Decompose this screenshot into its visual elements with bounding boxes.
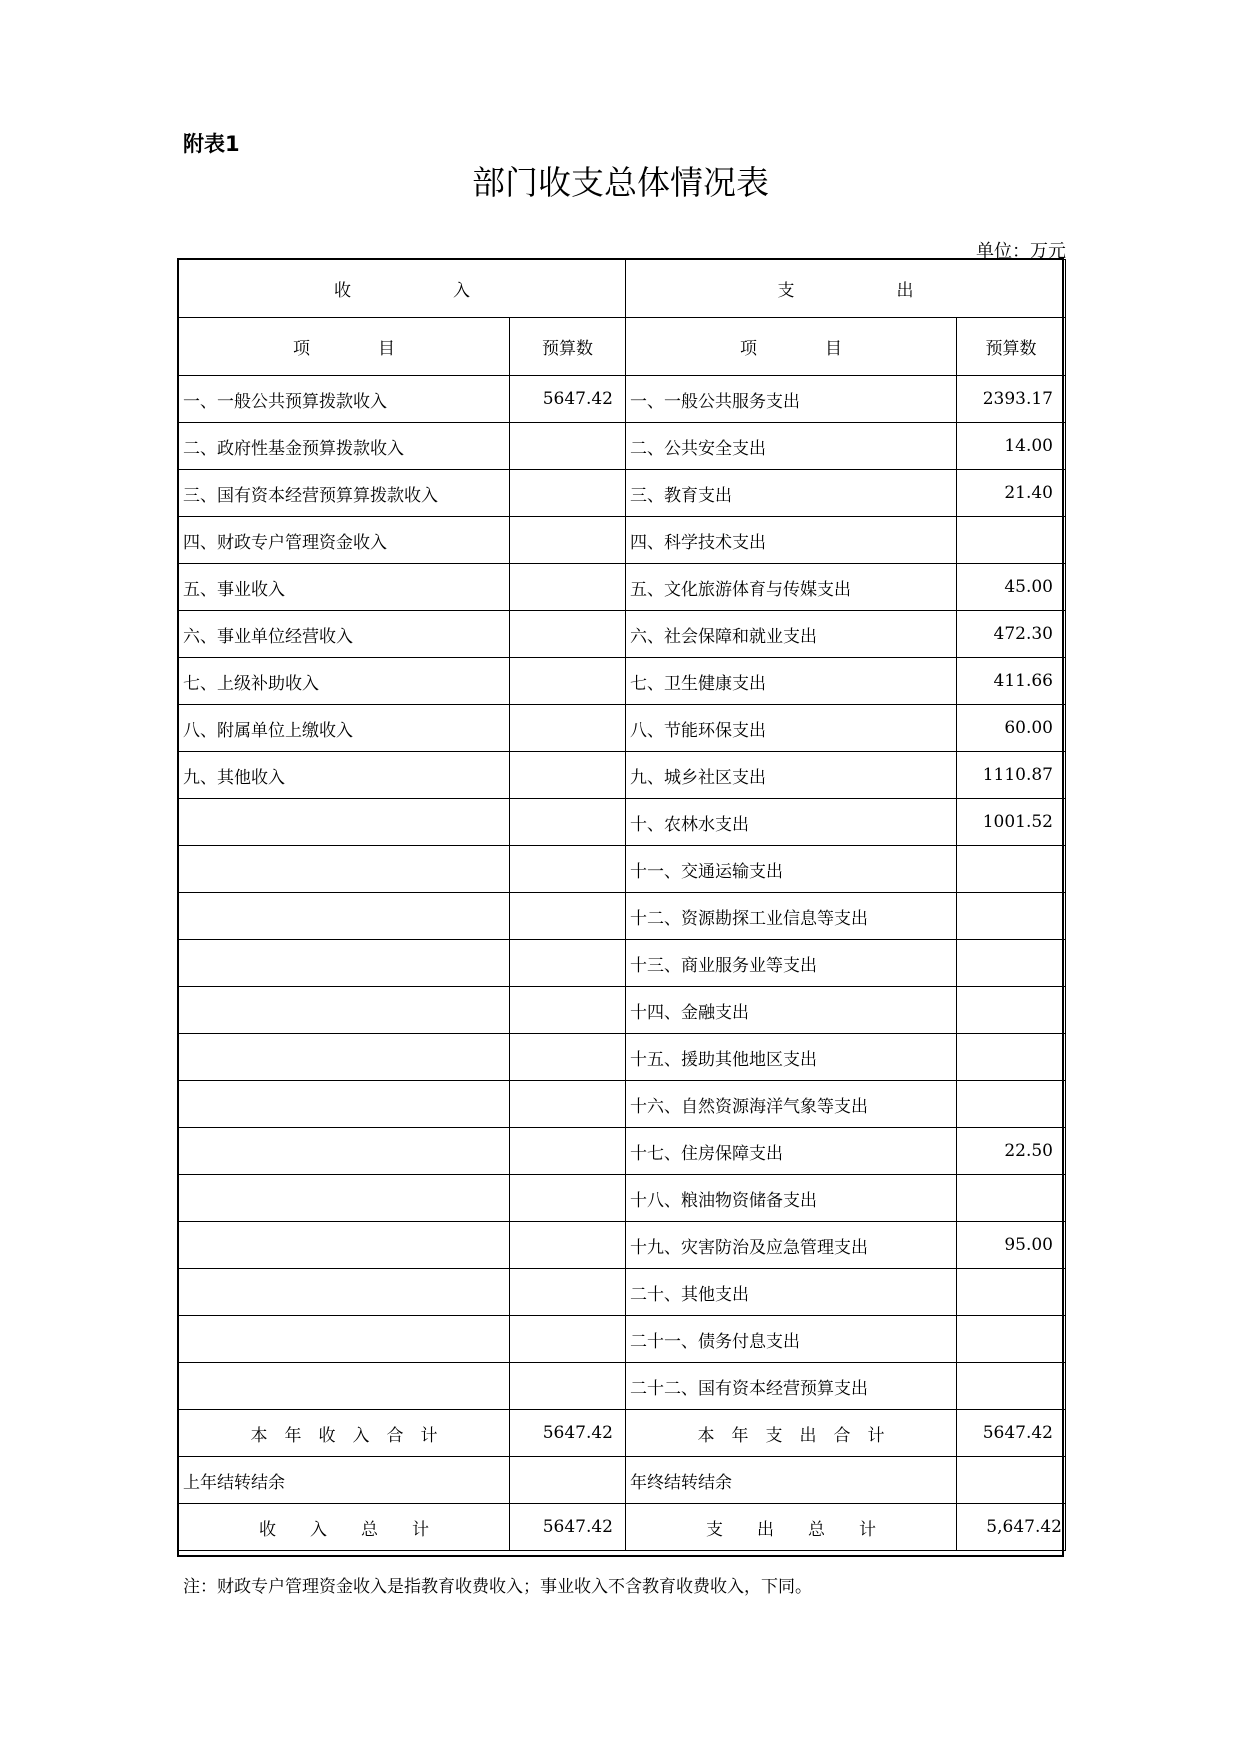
income-item-cell: [179, 799, 510, 846]
income-amount-cell: [510, 1175, 626, 1222]
income-item-cell: 四、财政专户管理资金收入: [179, 517, 510, 564]
expense-item-cell: 十七、住房保障支出: [626, 1128, 957, 1175]
table-row: [179, 1269, 1066, 1316]
income-section-header: 收 入: [179, 260, 626, 318]
expense-grand-total-label: 支 出 总 计: [626, 1504, 957, 1551]
carry-in-label: 上年结转结余: [179, 1457, 510, 1504]
income-item-cell: 八、附属单位上缴收入: [179, 705, 510, 752]
income-item-cell: [179, 1175, 510, 1222]
table-row: [179, 658, 1066, 705]
footnote: 注：财政专户管理资金收入是指教育收费收入；事业收入不含教育收费收入，下同。: [183, 1577, 812, 1597]
table-row: [179, 987, 1066, 1034]
income-item-cell: 二、政府性基金预算拨款收入: [179, 423, 510, 470]
income-grand-total-label: 收 入 总 计: [179, 1504, 510, 1551]
income-amount-cell: 5647.42: [510, 376, 626, 423]
carry-out-label: 年终结转结余: [626, 1457, 957, 1504]
expense-amount-cell: 22.50: [957, 1128, 1066, 1175]
income-amount-cell: [510, 564, 626, 611]
table-row: [179, 470, 1066, 517]
table-row: [179, 1363, 1066, 1410]
table-row: [179, 1175, 1066, 1222]
expense-item-cell: 六、社会保障和就业支出: [626, 611, 957, 658]
income-amount-cell: [510, 940, 626, 987]
income-item-cell: [179, 1081, 510, 1128]
expense-amount-cell: 14.00: [957, 423, 1066, 470]
expense-amount-cell: 1110.87: [957, 752, 1066, 799]
year-income-total-amount: 5647.42: [510, 1410, 626, 1457]
expense-item-cell: 十四、金融支出: [626, 987, 957, 1034]
expense-amount-cell: 95.00: [957, 1222, 1066, 1269]
annex-label: 附表1: [183, 132, 240, 156]
income-amount-cell: [510, 423, 626, 470]
expense-item-cell: 二十一、债务付息支出: [626, 1316, 957, 1363]
table-row: [179, 611, 1066, 658]
expense-amount-cell: 45.00: [957, 564, 1066, 611]
income-amount-cell: [510, 1081, 626, 1128]
expense-item-cell: 八、节能环保支出: [626, 705, 957, 752]
section-header-row: [179, 260, 1066, 318]
expense-amount-cell: 1001.52: [957, 799, 1066, 846]
table-row: [179, 517, 1066, 564]
table-row: [179, 1081, 1066, 1128]
budget-table: [178, 259, 1066, 1551]
income-amount-cell: [510, 517, 626, 564]
income-item-cell: [179, 940, 510, 987]
table-row: [179, 564, 1066, 611]
income-item-cell: [179, 987, 510, 1034]
income-item-cell: 六、事业单位经营收入: [179, 611, 510, 658]
expense-amount-cell: [957, 940, 1066, 987]
expense-item-cell: 二十、其他支出: [626, 1269, 957, 1316]
expense-amount-cell: 472.30: [957, 611, 1066, 658]
expense-item-cell: 二十二、国有资本经营预算支出: [626, 1363, 957, 1410]
income-amount-cell: [510, 470, 626, 517]
expense-item-header: 项 目: [626, 318, 957, 376]
income-item-cell: [179, 1363, 510, 1410]
income-amount-cell: [510, 705, 626, 752]
income-item-cell: [179, 1222, 510, 1269]
income-item-cell: 一、一般公共预算拨款收入: [179, 376, 510, 423]
table-row: [179, 893, 1066, 940]
table-row: [179, 423, 1066, 470]
table-row: [179, 376, 1066, 423]
carry-in-amount: [510, 1457, 626, 1504]
income-amount-cell: [510, 987, 626, 1034]
column-header-row: [179, 318, 1066, 376]
income-amount-cell: [510, 1128, 626, 1175]
expense-item-cell: 十五、援助其他地区支出: [626, 1034, 957, 1081]
expense-budget-header: 预算数: [957, 318, 1066, 376]
income-item-cell: [179, 1128, 510, 1175]
expense-item-cell: 十、农林水支出: [626, 799, 957, 846]
income-item-cell: [179, 1034, 510, 1081]
expense-section-header: 支 出: [626, 260, 1066, 318]
income-amount-cell: [510, 1363, 626, 1410]
unit-label: 单位：万元: [976, 241, 1066, 262]
expense-item-cell: 二、公共安全支出: [626, 423, 957, 470]
income-item-cell: [179, 893, 510, 940]
expense-item-cell: 五、文化旅游体育与传媒支出: [626, 564, 957, 611]
carry-over-row: [179, 1457, 1066, 1504]
table-row: [179, 940, 1066, 987]
expense-amount-cell: [957, 1034, 1066, 1081]
expense-item-cell: 十六、自然资源海洋气象等支出: [626, 1081, 957, 1128]
expense-amount-cell: [957, 987, 1066, 1034]
income-amount-cell: [510, 1034, 626, 1081]
year-expense-total-label: 本 年 支 出 合 计: [626, 1410, 957, 1457]
expense-amount-cell: [957, 893, 1066, 940]
expense-item-cell: 三、教育支出: [626, 470, 957, 517]
expense-item-cell: 七、卫生健康支出: [626, 658, 957, 705]
expense-amount-cell: [957, 1175, 1066, 1222]
table-row: [179, 705, 1066, 752]
income-amount-cell: [510, 1316, 626, 1363]
table-row: [179, 1034, 1066, 1081]
income-amount-cell: [510, 893, 626, 940]
income-item-cell: 五、事业收入: [179, 564, 510, 611]
expense-item-cell: 一、一般公共服务支出: [626, 376, 957, 423]
income-item-cell: [179, 1316, 510, 1363]
expense-amount-cell: [957, 517, 1066, 564]
expense-amount-cell: [957, 1081, 1066, 1128]
grand-total-row: [179, 1504, 1066, 1551]
table-row: [179, 1222, 1066, 1269]
income-item-cell: 七、上级补助收入: [179, 658, 510, 705]
page-title: 部门收支总体情况表: [472, 163, 769, 202]
table-row: [179, 846, 1066, 893]
income-item-cell: [179, 846, 510, 893]
table-row: [179, 1128, 1066, 1175]
expense-grand-total-amount: 5,647.42: [957, 1504, 1066, 1551]
carry-out-amount: [957, 1457, 1066, 1504]
income-amount-cell: [510, 658, 626, 705]
expense-item-cell: 十一、交通运输支出: [626, 846, 957, 893]
expense-amount-cell: 2393.17: [957, 376, 1066, 423]
income-amount-cell: [510, 846, 626, 893]
table-row: [179, 752, 1066, 799]
expense-amount-cell: [957, 1363, 1066, 1410]
expense-amount-cell: [957, 846, 1066, 893]
expense-amount-cell: [957, 1316, 1066, 1363]
income-item-cell: 九、其他收入: [179, 752, 510, 799]
income-amount-cell: [510, 611, 626, 658]
expense-item-cell: 十九、灾害防治及应急管理支出: [626, 1222, 957, 1269]
income-item-cell: [179, 1269, 510, 1316]
expense-amount-cell: 60.00: [957, 705, 1066, 752]
income-item-header: 项 目: [179, 318, 510, 376]
income-item-cell: 三、国有资本经营预算算拨款收入: [179, 470, 510, 517]
table-row: [179, 799, 1066, 846]
year-total-row: [179, 1410, 1066, 1457]
income-amount-cell: [510, 1222, 626, 1269]
expense-item-cell: 十八、粮油物资储备支出: [626, 1175, 957, 1222]
table-row: [179, 1316, 1066, 1363]
year-income-total-label: 本 年 收 入 合 计: [179, 1410, 510, 1457]
expense-item-cell: 四、科学技术支出: [626, 517, 957, 564]
income-grand-total-amount: 5647.42: [510, 1504, 626, 1551]
expense-item-cell: 九、城乡社区支出: [626, 752, 957, 799]
year-expense-total-amount: 5647.42: [957, 1410, 1066, 1457]
income-amount-cell: [510, 752, 626, 799]
expense-amount-cell: [957, 1269, 1066, 1316]
income-amount-cell: [510, 1269, 626, 1316]
income-budget-header: 预算数: [510, 318, 626, 376]
expense-item-cell: 十二、资源勘探工业信息等支出: [626, 893, 957, 940]
expense-item-cell: 十三、商业服务业等支出: [626, 940, 957, 987]
expense-amount-cell: 21.40: [957, 470, 1066, 517]
expense-amount-cell: 411.66: [957, 658, 1066, 705]
income-amount-cell: [510, 799, 626, 846]
